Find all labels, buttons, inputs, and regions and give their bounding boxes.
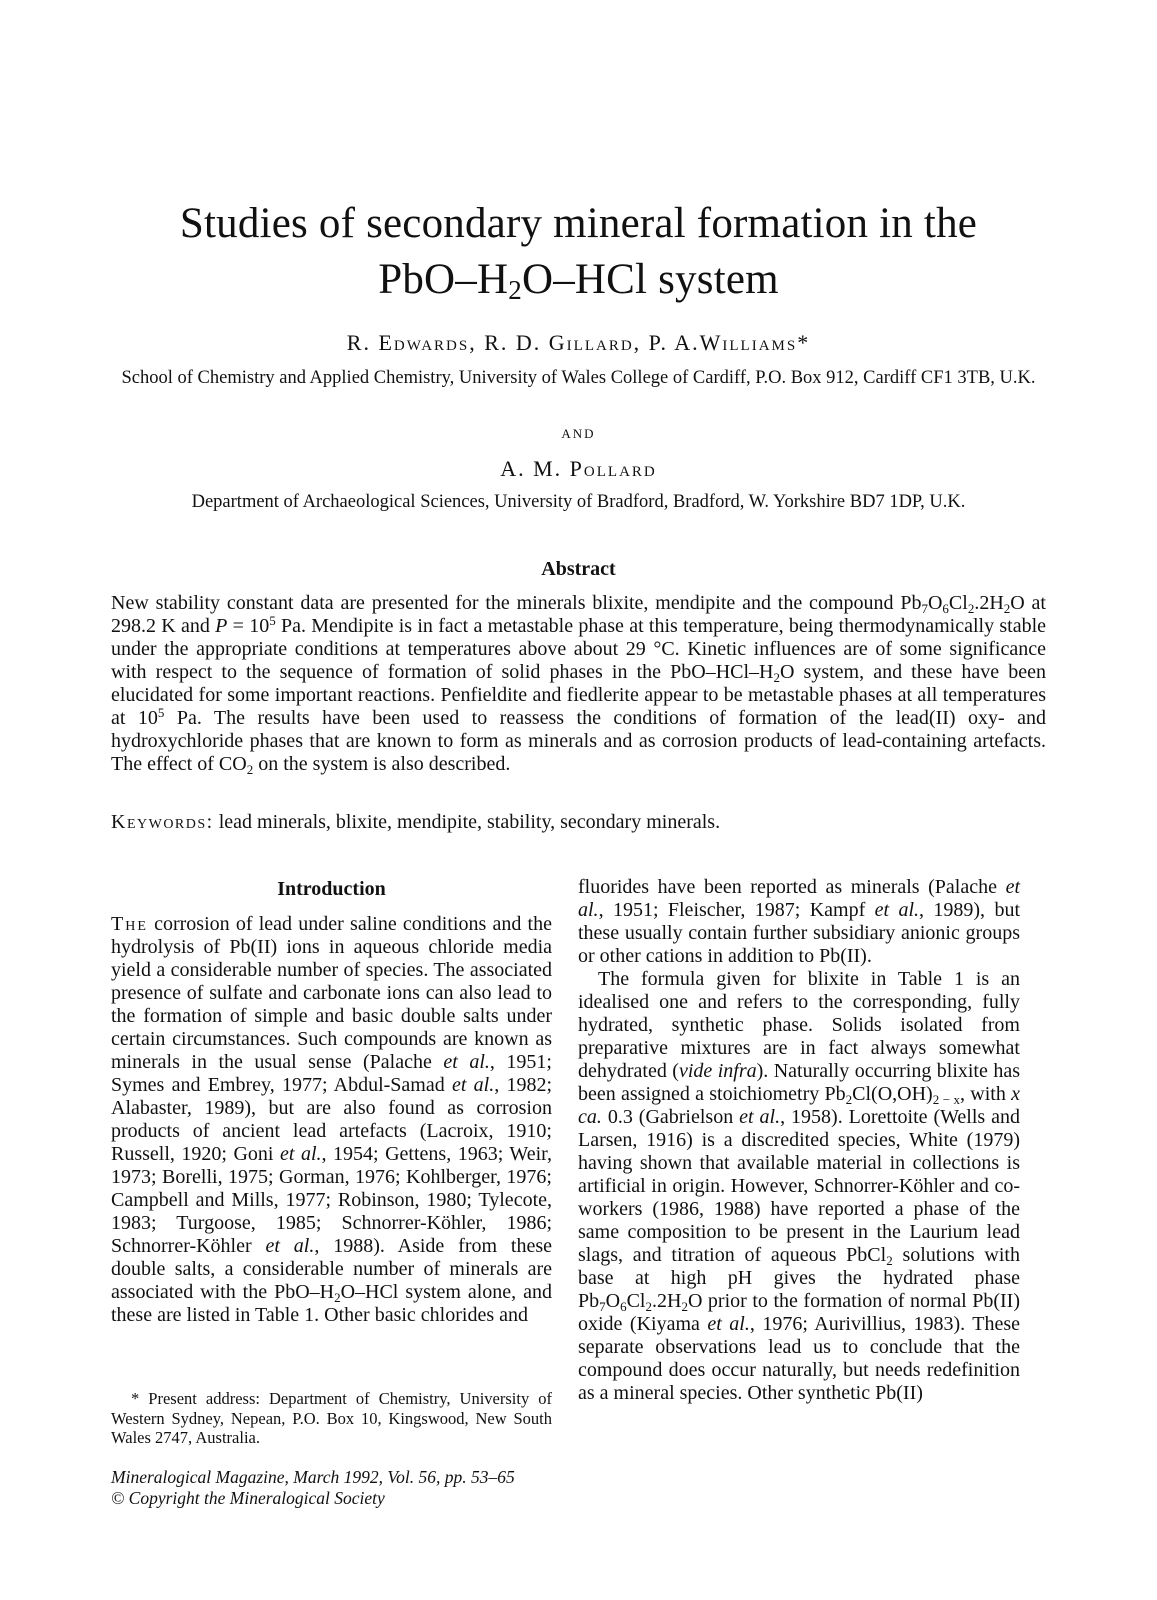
- body-italic: et al.: [707, 1313, 750, 1335]
- subscript: 2: [246, 762, 254, 777]
- body-text: , 1954; Gettens, 1963; Weir, 1973; Borelli, 1975; Gorman, 1976; Kohlberger, 1976; Campbell and Mills, 1977; Robinson, 1980; Tylecote, 1983; Turgoose, 1985; Schnorrer-Köhler, 1986; Schnorrer-Köhler: [111, 1143, 552, 1257]
- introduction-paragraph: [111, 913, 552, 1327]
- abstract-text: Cl: [948, 592, 968, 614]
- subscript: 7: [599, 1299, 606, 1314]
- author-list-2: A. M. Pollard: [500, 456, 657, 481]
- body-text: , 1989), but these usually contain further subsidiary anionic groups or other cations in addition to Pb(II).: [578, 899, 1020, 967]
- copyright-notice: © Copyright the Mineralogical Society: [111, 1488, 385, 1508]
- subscript: 2: [645, 1299, 652, 1314]
- abstract-text: O: [927, 592, 943, 614]
- keywords: [111, 811, 1046, 834]
- body-italic: et al.: [874, 899, 920, 921]
- abstract-heading: Abstract: [541, 558, 616, 580]
- subscript: 2: [1003, 601, 1011, 616]
- left-column: [111, 876, 552, 1327]
- journal-citation: [111, 1467, 591, 1509]
- title-subscript: 2: [508, 275, 522, 305]
- abstract-text: .2H: [974, 592, 1004, 614]
- abstract-text: New stability constant data are presented for the minerals blixite, mendipite and the compound Pb: [111, 592, 922, 614]
- affiliation-cardiff: School of Chemistry and Applied Chemistry, University of Wales College of Cardiff, P.O. Box 912, Cardiff CF1 3TB, U.K.: [121, 368, 1036, 388]
- subscript: 6: [942, 601, 949, 616]
- body-text: Cl: [626, 1290, 646, 1312]
- subscript: 2: [773, 670, 780, 685]
- body-paragraph: [578, 876, 1020, 968]
- body-text: corrosion of lead under saline conditions and the hydrolysis of Pb(II) ions in aqueous chloride media yield a considerable number of species. The associated presence of sulfate and carbonate ions can also lead to the formation of simple and basic double salts under certain circumstances. Such compounds are known as minerals in the usual sense (Palache: [111, 913, 552, 1073]
- body-text: solutions with base at high pH gives the hydrated phase Pb: [578, 1244, 1020, 1312]
- body-text: O prior to the formation of normal Pb(II) oxide (Kiyama: [578, 1290, 1020, 1335]
- body-text: ). Naturally occurring blixite has been assigned a stoichiometry Pb: [578, 1060, 1020, 1105]
- lead-word: The: [111, 913, 148, 935]
- body-italic: x ca.: [578, 1083, 1020, 1128]
- and-separator: AND: [561, 426, 596, 441]
- right-column: [578, 876, 1020, 1405]
- subscript: 7: [921, 601, 928, 616]
- body-italic: vide infra: [678, 1060, 757, 1082]
- body-text: , 1951; Fleischer, 1987; Kampf: [598, 899, 875, 921]
- subscript: 2: [681, 1299, 688, 1314]
- body-text: The formula given for blixite in Table 1 is an idealised one and refers to the corresponding, fully hydrated, synthetic phase. Solids isolated from preparative mixtures are in fact always somewhat dehydrated (: [578, 968, 1020, 1082]
- author-list: R. Edwards, R. D. Gillard, P. A.Williams*: [346, 330, 811, 355]
- abstract-text: on the system is also described.: [253, 753, 511, 775]
- body-text: fluorides have been reported as minerals (Palache: [578, 876, 1006, 898]
- journal-reference: Mineralogical Magazine, March 1992, Vol. 56, pp. 53–65: [111, 1467, 515, 1487]
- abstract-italic: P: [215, 615, 228, 637]
- keywords-label: Keywords:: [111, 811, 214, 833]
- body-text: , 1951; Symes and Embrey, 1977; Abdul-Samad: [111, 1051, 552, 1096]
- subscript: 2: [334, 1290, 341, 1305]
- abstract-text: = 10: [227, 615, 270, 637]
- body-text: , 1976; Aurivillius, 1983). These separate observations lead us to conclude that the compound does occur naturally, but needs redefinition as a mineral species. Other synthetic Pb(II): [578, 1313, 1020, 1404]
- subscript: 2: [886, 1253, 893, 1268]
- body-text: , with: [960, 1083, 1012, 1105]
- article-title: [100, 196, 1057, 308]
- footnote: * Present address: Department of Chemistry, University of Western Sydney, Nepean, P.O. Box 10, Kingswood, New South Wales 2747, Australia.: [111, 1389, 552, 1447]
- body-paragraph: [578, 968, 1020, 1405]
- superscript: 5: [269, 613, 276, 628]
- abstract-text: Pa. The results have been used to reassess the conditions of formation of the lead(II) oxy- and hydroxychloride phases that are known to form as minerals and as corrosion products of lead-containing artefacts. The effect of CO: [111, 707, 1046, 775]
- abstract-text: Pa. Mendipite is in fact a metastable phase at this temperature, being thermodynamically stable under the appropriate conditions at temperatures above about 29 °C. Kinetic influences are of some significance with respect to the sequence of formation of solid phases in the PbO–HCl–H: [111, 615, 1047, 683]
- body-text: O–HCl system alone, and these are listed in Table 1. Other basic chlorides and: [111, 1281, 552, 1326]
- body-text: .2H: [651, 1290, 682, 1312]
- affiliation-bradford: Department of Archaeological Sciences, University of Bradford, Bradford, W. Yorkshire BD7 1DP, U.K.: [191, 492, 966, 512]
- body-italic: et al.: [280, 1143, 322, 1165]
- body-text: , 1958). Lorettoite (Wells and Larsen, 1916) is a discredited species, White (1979) having shown that available material in collections is artificial in origin. However, Schnorrer-Köhler and co-workers (1986, 1988) have reported a phase of the same composition to be present in the Laurium lead slags, and titration of aqueous PbCl: [578, 1106, 1020, 1266]
- title-part: O–HCl system: [521, 256, 779, 303]
- body-text: Cl(O,OH): [852, 1083, 933, 1105]
- body-italic: et al.: [265, 1235, 315, 1257]
- title-line-1: Studies of secondary mineral formation in the: [179, 200, 978, 247]
- subscript: 2: [845, 1092, 853, 1107]
- subscript: 2 − x: [932, 1092, 961, 1107]
- body-italic: et al.: [443, 1051, 490, 1073]
- title-line-2: [100, 252, 1057, 308]
- body-text: , 1988). Aside from these double salts, a considerable number of minerals are associated with the PbO–H: [111, 1235, 552, 1303]
- body-italic: et al.: [578, 876, 1020, 921]
- abstract-text: O at 298.2 K and: [111, 592, 1046, 637]
- superscript: 5: [157, 705, 165, 720]
- body-text: , 1982; Alabaster, 1989), but are also found as corrosion products of ancient lead artefacts (Lacroix, 1910; Russell, 1920; Goni: [111, 1074, 552, 1165]
- keywords-text: lead minerals, blixite, mendipite, stability, secondary minerals.: [213, 811, 721, 833]
- title-part: PbO–H: [378, 256, 509, 303]
- introduction-heading: Introduction: [277, 878, 386, 900]
- body-italic: et al.: [451, 1074, 495, 1096]
- body-text: O: [605, 1290, 621, 1312]
- abstract-text: O system, and these have been elucidated for some important reactions. Penfieldite and fiedlerite appear to be metastable phases at all temperatures at 10: [111, 661, 1046, 729]
- subscript: 2: [967, 601, 975, 616]
- subscript: 6: [620, 1299, 627, 1314]
- body-text: 0.3 (Gabrielson: [601, 1106, 740, 1128]
- body-italic: et al.: [739, 1106, 781, 1128]
- abstract-body: [111, 592, 1046, 776]
